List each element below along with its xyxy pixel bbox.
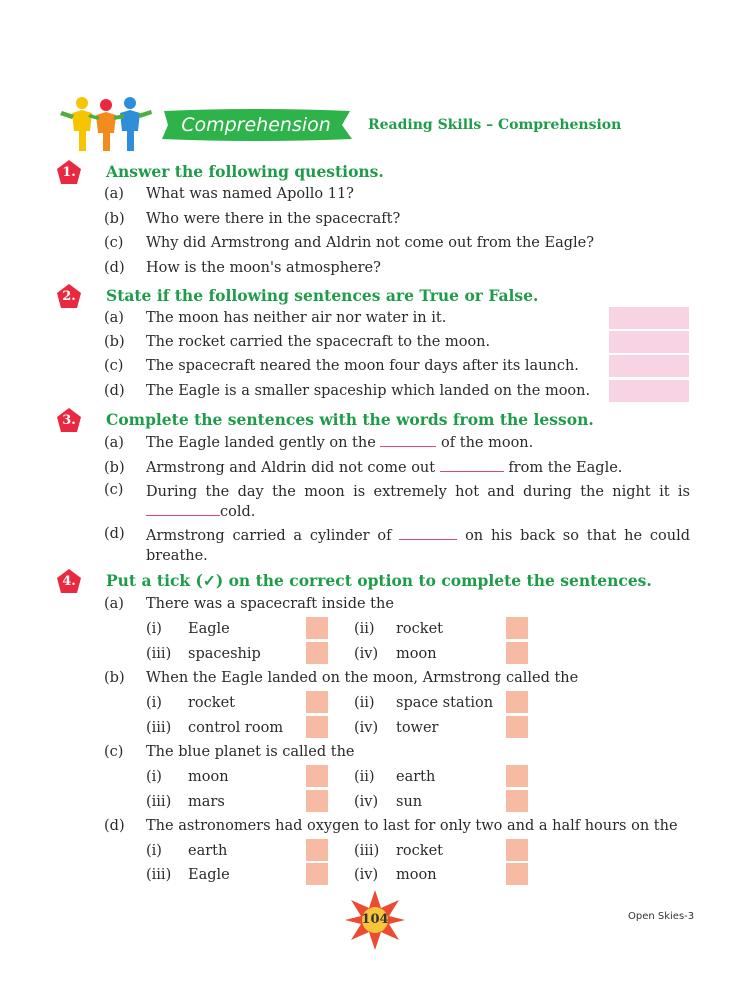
item-label: (c) [104, 482, 124, 498]
option: (iii) Eagle [146, 867, 230, 883]
tick-box[interactable] [306, 863, 328, 885]
option: (iii) spaceship [146, 646, 261, 662]
fill-blank[interactable] [146, 502, 220, 516]
list-item: (a) There was a spacecraft inside the [104, 596, 394, 612]
option: (i) Eagle [146, 621, 230, 637]
answer-box[interactable] [609, 355, 689, 377]
list-item: (c) The blue planet is called the [104, 744, 355, 760]
list-item: (c) The spacecraft neared the moon four days after its launch. [104, 358, 579, 374]
list-item: (d) The astronomers had oxygen to last for only two and a half hours on the [104, 818, 678, 834]
list-item: (d) How is the moon's atmosphere? [104, 260, 381, 276]
question-title: Put a tick (✓) on the correct option to complete the sentences. [106, 571, 652, 590]
option: (ii) space station [354, 695, 494, 711]
tick-box[interactable] [506, 765, 528, 787]
tick-box[interactable] [506, 642, 528, 664]
tick-box[interactable] [306, 839, 328, 861]
answer-box[interactable] [609, 331, 689, 353]
fill-blank[interactable] [380, 433, 436, 447]
tick-box[interactable] [306, 790, 328, 812]
list-item: Armstrong carried a cylinder of on his back so that he could breathe. [146, 528, 691, 564]
tick-box[interactable] [506, 691, 528, 713]
tick-box[interactable] [306, 691, 328, 713]
tick-box[interactable] [506, 839, 528, 861]
list-item: (a) The Eagle landed gently on the of the moon. [104, 435, 534, 451]
list-item: (b) Who were there in the spacecraft? [104, 211, 401, 227]
option: (iv) moon [354, 646, 437, 662]
children-holding-hands-icon [60, 95, 152, 153]
answer-box[interactable] [609, 380, 689, 402]
page-number: 104 [361, 912, 389, 927]
option: (iii) control room [146, 720, 284, 736]
tick-box[interactable] [306, 642, 328, 664]
option: (i) rocket [146, 695, 235, 711]
list-item: (c) Why did Armstrong and Aldrin not come out from the Eagle? [104, 235, 594, 251]
question-number: 1. [62, 165, 76, 180]
tick-box[interactable] [506, 716, 528, 738]
list-item: (a) What was named Apollo 11? [104, 186, 354, 202]
question-title: Complete the sentences with the words from the lesson. [106, 410, 594, 429]
tick-box[interactable] [306, 617, 328, 639]
question-number: 4. [62, 574, 76, 589]
list-item: (b) Armstrong and Aldrin did not come out from the Eagle. [104, 460, 623, 476]
item-label: (d) [104, 526, 125, 542]
section-subtitle: Reading Skills – Comprehension [368, 117, 622, 133]
tick-box[interactable] [506, 617, 528, 639]
question-number: 2. [62, 289, 76, 304]
tick-box[interactable] [506, 863, 528, 885]
question-title: State if the following sentences are True or False. [106, 286, 539, 305]
question-title: Answer the following questions. [106, 162, 384, 181]
fill-blank[interactable] [399, 526, 457, 540]
list-item: (b) The rocket carried the spacecraft to the moon. [104, 334, 491, 350]
tick-box[interactable] [306, 765, 328, 787]
option: (iv) tower [354, 720, 439, 736]
fill-blank[interactable] [440, 458, 504, 472]
answer-box[interactable] [609, 307, 689, 329]
question-number: 3. [62, 413, 76, 428]
list-item: (b) When the Eagle landed on the moon, Armstrong called the [104, 670, 579, 686]
option: (iv) sun [354, 794, 423, 810]
list-item: (a) The moon has neither air nor water in it. [104, 310, 447, 326]
tick-box[interactable] [506, 790, 528, 812]
option: (iv) moon [354, 867, 437, 883]
book-title: Open Skies-3 [628, 911, 695, 922]
option: (ii) rocket [354, 621, 443, 637]
option: (iii) rocket [354, 843, 443, 859]
tick-box[interactable] [306, 716, 328, 738]
option: (ii) earth [354, 769, 436, 785]
option: (i) moon [146, 769, 229, 785]
section-header [60, 95, 700, 155]
option: (i) earth [146, 843, 228, 859]
list-item: During the day the moon is extremely hot and during the night it is cold. [146, 484, 690, 520]
banner-title: Comprehension [181, 114, 331, 136]
list-item: (d) The Eagle is a smaller spaceship which landed on the moon. [104, 383, 591, 399]
page-number-badge [345, 890, 405, 950]
option: (iii) mars [146, 794, 225, 810]
